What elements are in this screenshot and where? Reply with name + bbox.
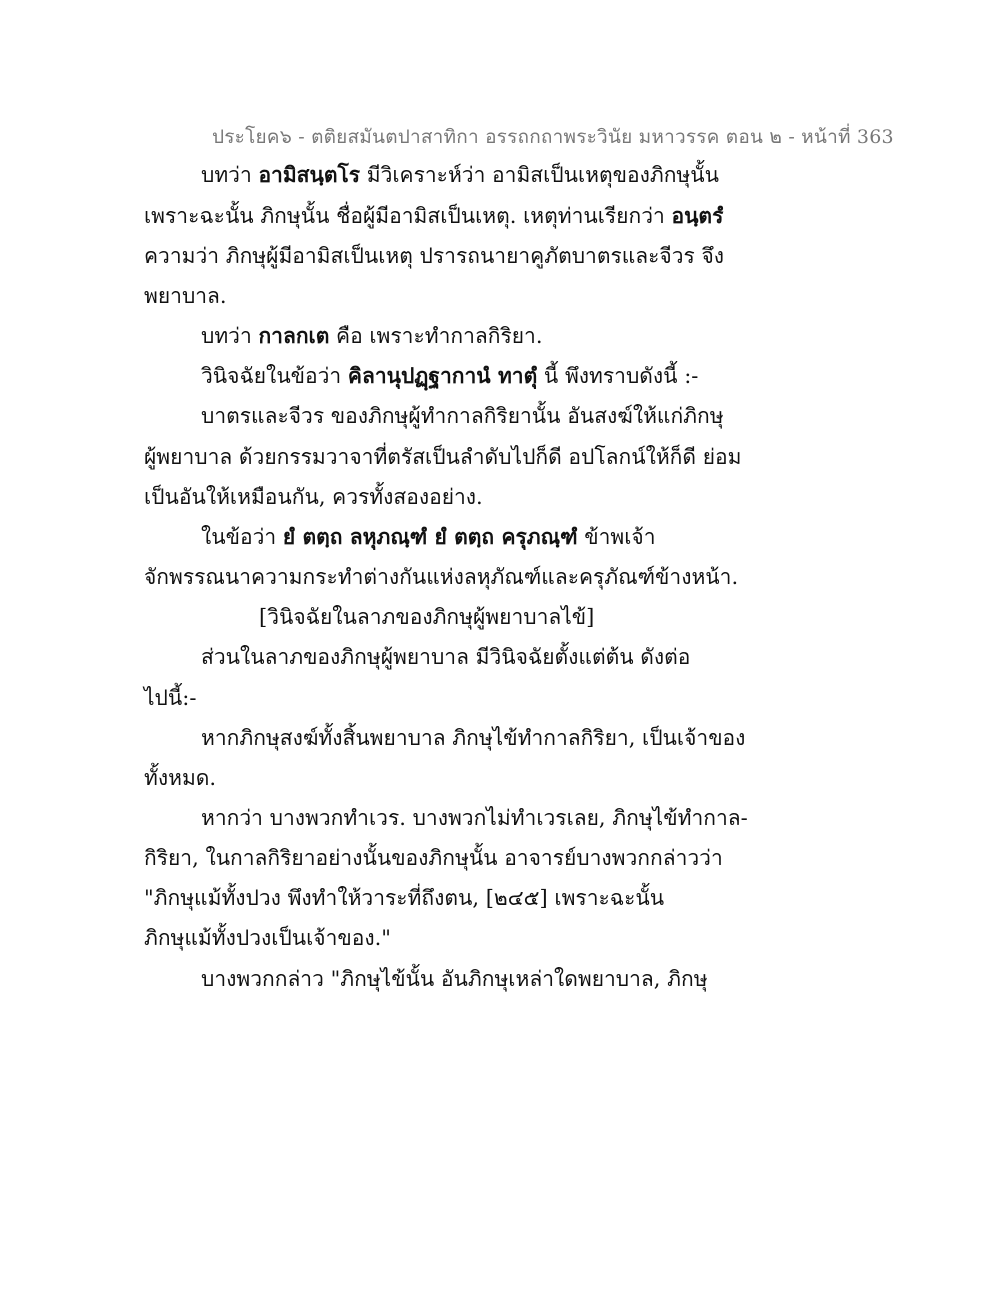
paragraph-line: ภิกษุแม้ทั้งปวงเป็นเจ้าของ." [144,926,391,950]
text-run: วินิจฉัยในข้อว่า [201,364,348,388]
pali-term: คิลานุปฏฺฐากานํ ทาตุํ [347,363,538,388]
text-run: บทว่า [201,163,259,187]
paragraph-line [201,361,698,391]
text-run: ข้าพเจ้า [577,525,656,549]
paragraph-line [201,321,543,351]
text-run: ในข้อว่า [201,525,283,549]
paragraph-line: ทั้งหมด. [144,766,217,790]
section-heading: [วินิจฉัยในลาภของภิกษุผู้พยาบาลไข้] [259,605,595,629]
pali-term: อามิสนฺตโร [258,162,361,187]
paragraph-line: ส่วนในลาภของภิกษุผู้พยาบาล มีวินิจฉัยตั้งแต่ต้น ดังต่อ [201,645,691,669]
pali-term: อนฺตรํ [671,203,724,228]
paragraph-line: ไปนี้:- [144,686,197,710]
text-run: คือ เพราะทำกาลกิริยา. [329,324,543,348]
text-run: บทว่า [201,324,259,348]
paragraph-line: พยาบาล. [144,284,227,308]
paragraph-line: หากว่า บางพวกทำเวร. บางพวกไม่ทำเวรเลย, ภิกษุไข้ทำกาล- [201,806,748,830]
text-run: เพราะฉะนั้น ภิกษุนั้น ชื่อผู้มีอามิสเป็นเหตุ. เหตุท่านเรียกว่า [144,204,672,228]
pali-term: กาลกเต [258,323,330,348]
paragraph-line: เป็นอันให้เหมือนกัน, ควรทั้งสองอย่าง. [144,485,483,509]
page-header: ประโยค๖ - ตติยสมันตปาสาทิกา อรรถกถาพระวินัย มหาวรรค ตอน ๒ - หน้าที่ 363 [212,126,894,148]
paragraph-line: ผู้พยาบาล ด้วยกรรมวาจาที่ตรัสเป็นลำดับไปก็ดี อปโลกน์ให้ก็ดี ย่อม [144,445,742,469]
paragraph-line: ความว่า ภิกษุผู้มีอามิสเป็นเหตุ ปรารถนายาคูภัตบาตรและจีวร จึง [144,244,725,268]
paragraph-line: หากภิกษุสงฆ์ทั้งสิ้นพยาบาล ภิกษุไข้ทำกาลกิริยา, เป็นเจ้าของ [201,726,746,750]
paragraph-line: กิริยา, ในกาลกิริยาอย่างนั้นของภิกษุนั้น อาจารย์บางพวกกล่าวว่า [144,846,723,870]
paragraph-line: จักพรรณนาความกระทำต่างกันแห่งลหุภัณฑ์และครุภัณฑ์ข้างหน้า. [144,565,739,589]
text-run: นี้ พึงทราบดังนี้ :- [537,364,699,388]
paragraph-line [201,522,656,552]
text-run: มีวิเคราะห์ว่า อามิสเป็นเหตุของภิกษุนั้น [360,163,719,187]
paragraph-line: บาตรและจีวร ของภิกษุผู้ทำกาลกิริยานั้น อันสงฆ์ให้แก่ภิกษุ [201,404,724,428]
paragraph-line: บางพวกกล่าว "ภิกษุไข้นั้น อันภิกษุเหล่าใดพยาบาล, ภิกษุ [201,967,708,991]
pali-term: ยํ ตตฺถ ลหุภณฺฑํ ยํ ตตฺถ ครุภณฺฑํ [282,524,578,549]
paragraph-line [201,160,719,190]
paragraph-line [144,201,723,231]
paragraph-line: "ภิกษุแม้ทั้งปวง พึงทำให้วาระที่ถึงตน, [๒๔๕] เพราะฉะนั้น [144,886,665,910]
